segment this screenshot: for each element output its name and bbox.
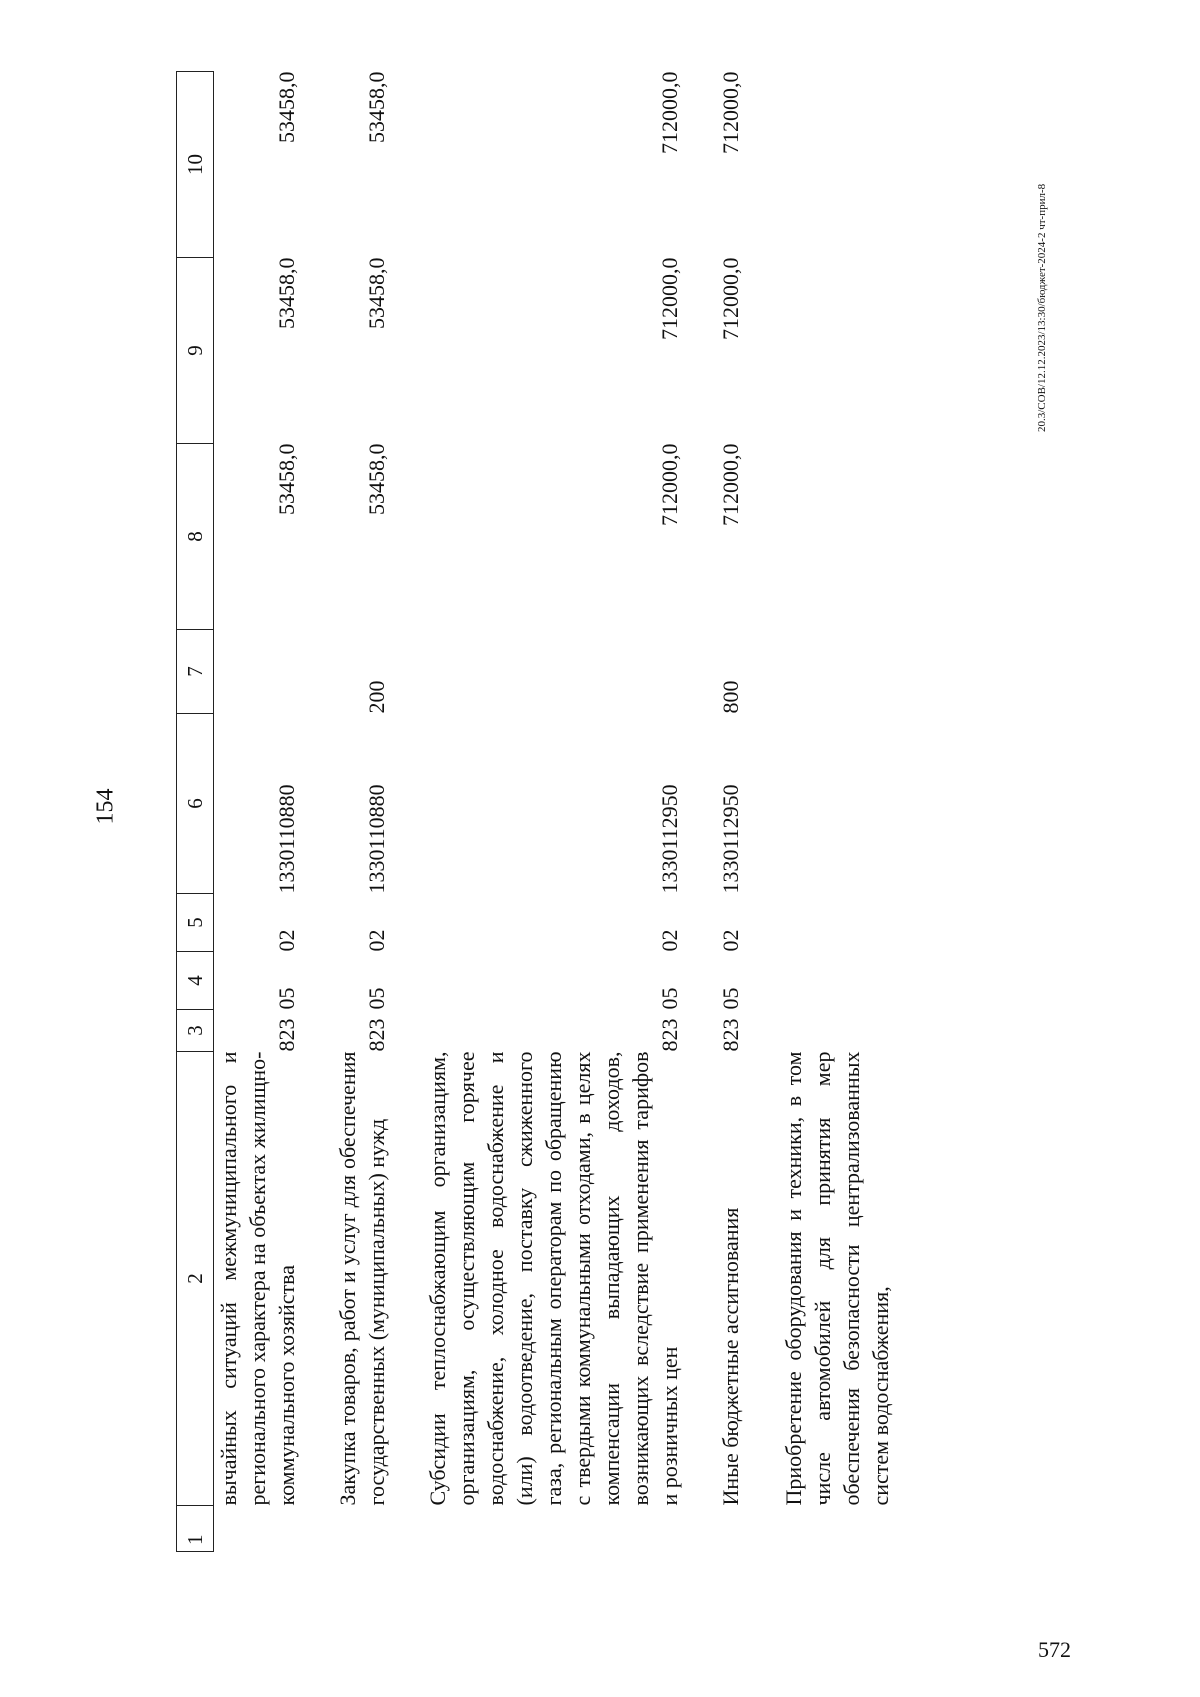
target-article-code: 1330110880 [274,784,299,894]
section-code: 05 [274,987,299,1010]
amount-col9: 712000,0 [657,257,682,340]
target-article-code: 1330112950 [718,784,743,894]
grbs-code: 823 [364,1018,389,1052]
amount-col8: 53458,0 [274,443,299,515]
column-header-10: 10 [177,72,214,258]
column-header-1: 1 [177,1506,214,1552]
grbs-code [755,1010,905,1052]
amount-col9 [755,258,905,444]
row-name: вычайных ситуаций межмуниципального и регионального характера на объектах жилищно-коммунального хозяйства [216,1051,299,1506]
section-code: 05 [657,987,682,1010]
grbs-code: 823 [657,1018,682,1052]
amount-col10 [755,72,905,258]
subsection-code: 02 [364,929,389,952]
amount-col10: 53458,0 [274,71,299,143]
expense-type-code [214,630,312,714]
footer-stamp: 20.3/СОВ/12.12.2023/13:30/бюджет-2024-2 чт-прил-8 [1036,183,1048,432]
amount-col8 [755,444,905,630]
row-name: Субсидии теплоснабжающим организациям, организациям, осуществляющим горячее водоснабжение, холодное водоснабжение и (или) водоотведение, поставку сжиженного газа, региональным операторам по обращению с твердыми коммунальными отходами, в целях компенсации выпадающих доходов, возникающих вследствие применения тарифов и розничных цен [425,1051,682,1506]
target-article-code: 1330112950 [657,784,682,894]
grbs-code: 823 [274,1018,299,1052]
section-code: 05 [718,987,743,1010]
amount-col10: 712000,0 [718,71,743,154]
column-header-4: 4 [177,952,214,1010]
column-header-5: 5 [177,894,214,952]
target-article-code [755,714,905,894]
section-code: 05 [364,987,389,1010]
expense-type-code: 800 [718,680,743,714]
page-number-top: 154 [92,788,119,825]
amount-col8: 53458,0 [364,443,389,515]
subsection-code: 02 [657,929,682,952]
row-name: Приобретение оборудования и техники, в том числе автомобилей для принятия мер обеспечения безопасности централизованных систем водоснабжения, [781,1051,893,1506]
amount-col9: 53458,0 [274,257,299,329]
amount-col8: 712000,0 [657,443,682,526]
budget-table [176,71,905,1552]
amount-col8: 712000,0 [718,443,743,526]
table-row [401,72,694,1552]
column-header-3: 3 [177,1010,214,1052]
column-header-6: 6 [177,714,214,894]
table-row [694,72,755,1552]
rotated-table-area [176,72,936,1552]
sheet-number: 572 [1038,1637,1071,1662]
expense-type-code: 200 [364,680,389,714]
subsection-code [755,894,905,952]
grbs-code: 823 [718,1018,743,1052]
amount-col9: 53458,0 [364,257,389,329]
section-code [755,952,905,1010]
column-header-8: 8 [177,444,214,630]
table-row [311,72,401,1552]
row-name: Иные бюджетные ассигнования [718,1207,743,1506]
amount-col9: 712000,0 [718,257,743,340]
table-header-row [177,72,214,1552]
column-header-2: 2 [177,1052,214,1506]
target-article-code: 1330110880 [364,784,389,894]
row-name: Закупка товаров, работ и услуг для обеспечения государственных (муниципальных) нужд [335,1051,389,1506]
column-header-7: 7 [177,630,214,714]
amount-col10: 53458,0 [364,71,389,143]
amount-col10: 712000,0 [657,71,682,154]
expense-type-code [755,630,905,714]
column-header-9: 9 [177,258,214,444]
subsection-code: 02 [274,929,299,952]
expense-type-code [401,630,694,714]
table-row [214,72,312,1552]
table-row [755,72,905,1552]
subsection-code: 02 [718,929,743,952]
